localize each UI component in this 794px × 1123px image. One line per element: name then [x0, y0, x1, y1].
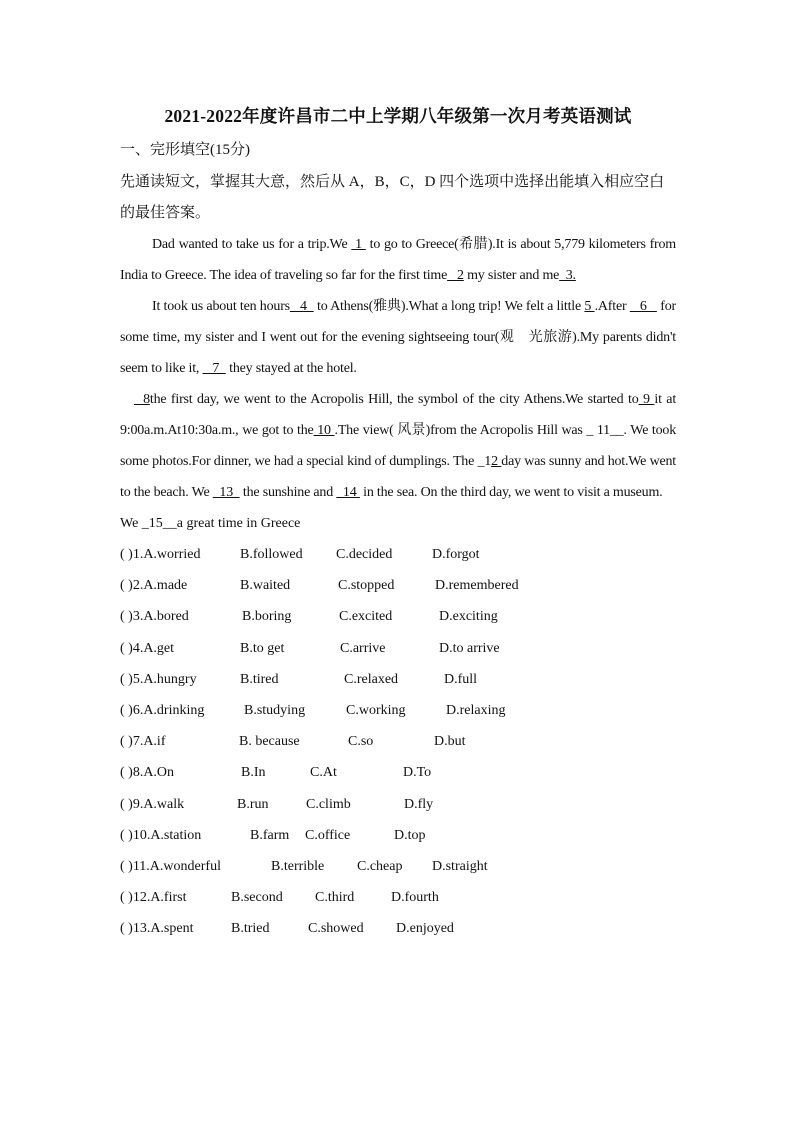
question-option-d: D.To — [403, 765, 432, 781]
blank-12: 2 — [491, 454, 502, 469]
question-row — [120, 695, 676, 726]
question-option-d: D.to arrive — [439, 640, 500, 656]
question-option-d: D.exciting — [439, 609, 498, 625]
question-option-d: D.enjoyed — [396, 921, 454, 937]
question-list — [120, 539, 676, 944]
question-option-d: D.forgot — [432, 547, 480, 562]
question-row — [120, 789, 676, 820]
question-option-c: C.third — [315, 890, 355, 906]
instructions: 先通读短文，掌握其大意，然后从 A，B，C，D 四个选项中选择出能填入相应空白的最佳答案。 — [120, 174, 665, 221]
passage-paragraph-1: Dad wanted to take us for a trip.We 1 to go to Greece(希腊).It is about 5,779 kilometers from India to Greece. The idea of traveling so far for the first time 2 my sister and me 3. — [120, 237, 676, 283]
blank-6: 6 — [629, 299, 657, 314]
question-option-c: C.working — [346, 702, 406, 718]
blank-7: 7 — [202, 361, 226, 376]
question-option-a: ( )9.A.walk — [120, 796, 185, 812]
question-row — [120, 664, 676, 695]
exam-page — [120, 104, 676, 944]
question-option-a: ( )13.A.spent — [120, 921, 194, 937]
exam-title: 2021-2022年度许昌市二中上学期八年级第一次月考英语测试 — [164, 106, 632, 126]
question-option-a: ( )12.A.first — [120, 890, 187, 906]
blank-13: 13 — [212, 485, 240, 500]
question-option-d: D.but — [434, 734, 466, 750]
question-option-c: C.showed — [308, 921, 364, 937]
question-row — [120, 539, 676, 570]
blank-1: 1 — [351, 237, 366, 252]
question-option-c: C.cheap — [357, 858, 403, 874]
question-option-b: B.boring — [242, 609, 292, 625]
question-row — [120, 633, 676, 664]
question-row — [120, 882, 676, 913]
question-option-d: D.straight — [432, 858, 488, 874]
question-option-b: B.to get — [240, 640, 285, 656]
question-row — [120, 570, 676, 601]
question-option-a: ( )2.A.made — [120, 578, 188, 594]
question-option-c: C.arrive — [340, 640, 386, 656]
question-option-c: C.climb — [306, 796, 351, 812]
question-option-b: B.tired — [240, 671, 279, 687]
question-row — [120, 913, 676, 944]
question-option-d: D.remembered — [435, 578, 519, 594]
blank-3: 3. — [559, 268, 576, 283]
question-option-b: B. because — [239, 734, 300, 750]
question-option-b: B.run — [237, 796, 269, 812]
blank-9: 9 — [638, 392, 655, 407]
question-option-a: ( )7.A.if — [120, 734, 166, 750]
question-option-b: B.followed — [240, 547, 303, 562]
blank-5: 5 — [584, 299, 595, 314]
blank-8: 8 — [134, 392, 150, 407]
question-option-c: C.At — [310, 765, 337, 781]
question-option-b: B.tried — [231, 921, 270, 937]
question-option-c: C.stopped — [338, 578, 395, 594]
question-option-c: C.relaxed — [344, 671, 399, 687]
question-option-b: B.waited — [240, 578, 291, 594]
question-option-a: ( )3.A.bored — [120, 609, 189, 625]
question-row — [120, 601, 676, 632]
passage-paragraph-2: It took us about ten hours 4 to Athens(雅典).What a long trip! We felt a little 5 .After 6 for some time, my sister and I went out for the evening sightseeing tour(观 光旅游).My parents didn't seem to like it, 7 they stayed at the hotel. — [120, 299, 676, 376]
question-option-c: C.decided — [336, 547, 393, 562]
question-option-a: ( )11.A.wonderful — [120, 858, 221, 874]
question-option-c: C.so — [348, 734, 374, 750]
question-option-a: ( )8.A.On — [120, 765, 175, 781]
passage-closing-line: We _15__a great time in Greece — [120, 516, 301, 531]
blank-14: 14 — [336, 485, 360, 500]
question-row — [120, 726, 676, 757]
question-option-a: ( )10.A.station — [120, 827, 202, 843]
question-option-d: D.fourth — [391, 890, 439, 906]
question-option-c: C.office — [305, 827, 351, 843]
blank-10: 10 — [313, 423, 335, 438]
question-option-b: B.second — [231, 890, 283, 906]
question-option-b: B.studying — [244, 702, 306, 718]
question-option-b: B.terrible — [271, 858, 325, 874]
question-option-b: B.farm — [250, 827, 290, 843]
blank-4: 4 — [289, 299, 314, 314]
question-row — [120, 820, 676, 851]
blank-2: 2 — [447, 268, 464, 283]
question-option-b: B.In — [241, 765, 266, 781]
question-option-c: C.excited — [339, 609, 393, 625]
question-option-a: ( )5.A.hungry — [120, 671, 197, 687]
question-option-a: ( )6.A.drinking — [120, 702, 205, 718]
question-option-d: D.full — [444, 671, 478, 687]
question-option-d: D.relaxing — [446, 702, 506, 718]
question-option-d: D.top — [394, 827, 426, 843]
question-row — [120, 757, 676, 788]
passage-paragraph-3: 8the first day, we went to the Acropolis Hill, the symbol of the city Athens.We started to 9 it at 9:00a.m.At10:30a.m., we got to the 10 .The view( 风景)from the Acropolis Hill was _ 11__. We took some photos.For dinner, we had a special kind of dumplings. The _12 day was sunny and hot.We went to the beach. We 13 the sunshine and 14 in the sea. On the third day, we went to visit a museum. — [120, 392, 677, 500]
question-option-a: ( )4.A.get — [120, 640, 175, 656]
question-option-a: ( )1.A.worried — [120, 547, 201, 562]
question-row — [120, 851, 676, 882]
question-option-d: D.fly — [404, 796, 434, 812]
section-heading: 一、完形填空(15分) — [120, 142, 250, 158]
